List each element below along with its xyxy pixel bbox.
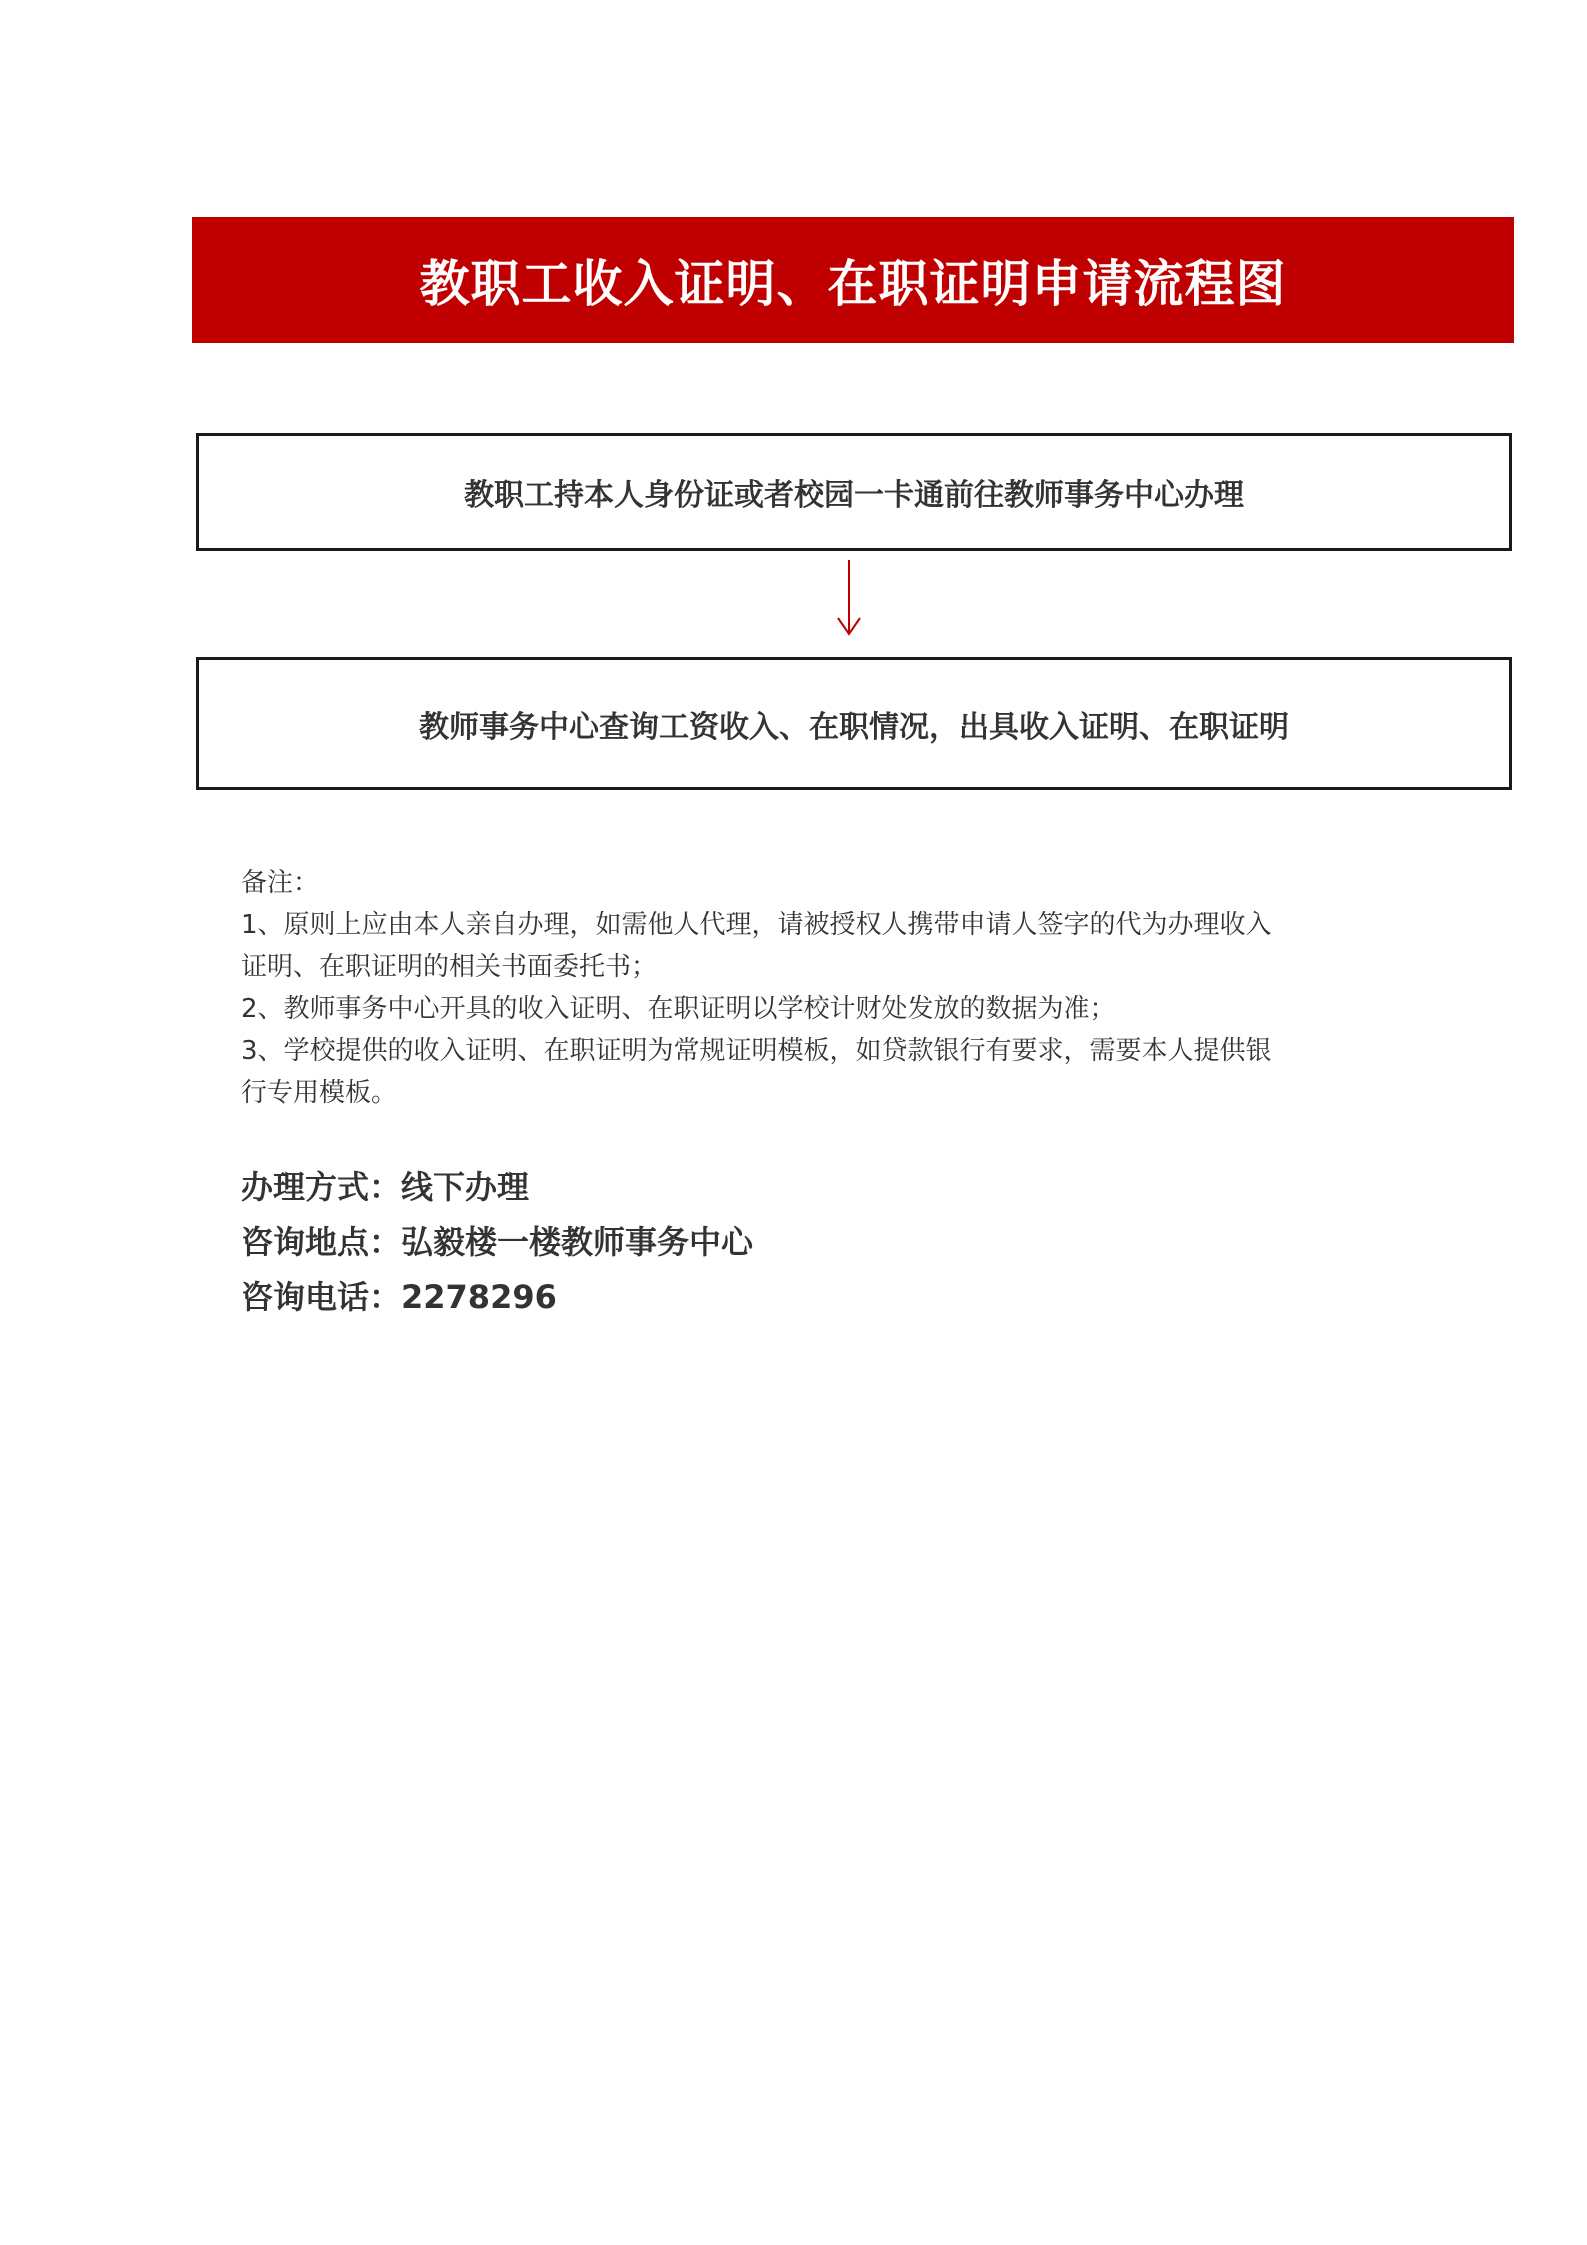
notes-item-3-line-1: 3、学校提供的收入证明、在职证明为常规证明模板，如贷款银行有要求，需要本人提供银 bbox=[241, 1036, 1272, 1066]
title-banner bbox=[192, 217, 1514, 343]
notes-item-1-line-1: 1、原则上应由本人亲自办理，如需他人代理，请被授权人携带申请人签字的代为办理收入 bbox=[241, 910, 1272, 940]
handling-method: 办理方式：线下办理 bbox=[241, 1168, 530, 1206]
flow-step-1-box bbox=[196, 433, 1512, 551]
flow-step-2-box bbox=[196, 657, 1512, 790]
notes-item-3-line-2: 行专用模板。 bbox=[241, 1078, 398, 1108]
notes-heading: 备注： bbox=[241, 868, 320, 898]
notes-section bbox=[241, 862, 1361, 1114]
flow-step-1-text: 教职工持本人身份证或者校园一卡通前往教师事务中心办理 bbox=[464, 478, 1244, 513]
contact-info bbox=[241, 1160, 753, 1325]
consult-location: 咨询地点：弘毅楼一楼教师事务中心 bbox=[241, 1223, 754, 1261]
notes-item-1-line-2: 证明、在职证明的相关书面委托书； bbox=[241, 952, 658, 982]
down-arrow-icon bbox=[834, 558, 864, 638]
flow-step-2-text: 教师事务中心查询工资收入、在职情况，出具收入证明、在职证明 bbox=[419, 709, 1289, 745]
consult-phone: 咨询电话：2278296 bbox=[241, 1278, 557, 1316]
notes-item-2: 2、教师事务中心开具的收入证明、在职证明以学校计财处发放的数据为准； bbox=[241, 994, 1116, 1024]
page-title: 教职工收入证明、在职证明申请流程图 bbox=[419, 254, 1287, 313]
